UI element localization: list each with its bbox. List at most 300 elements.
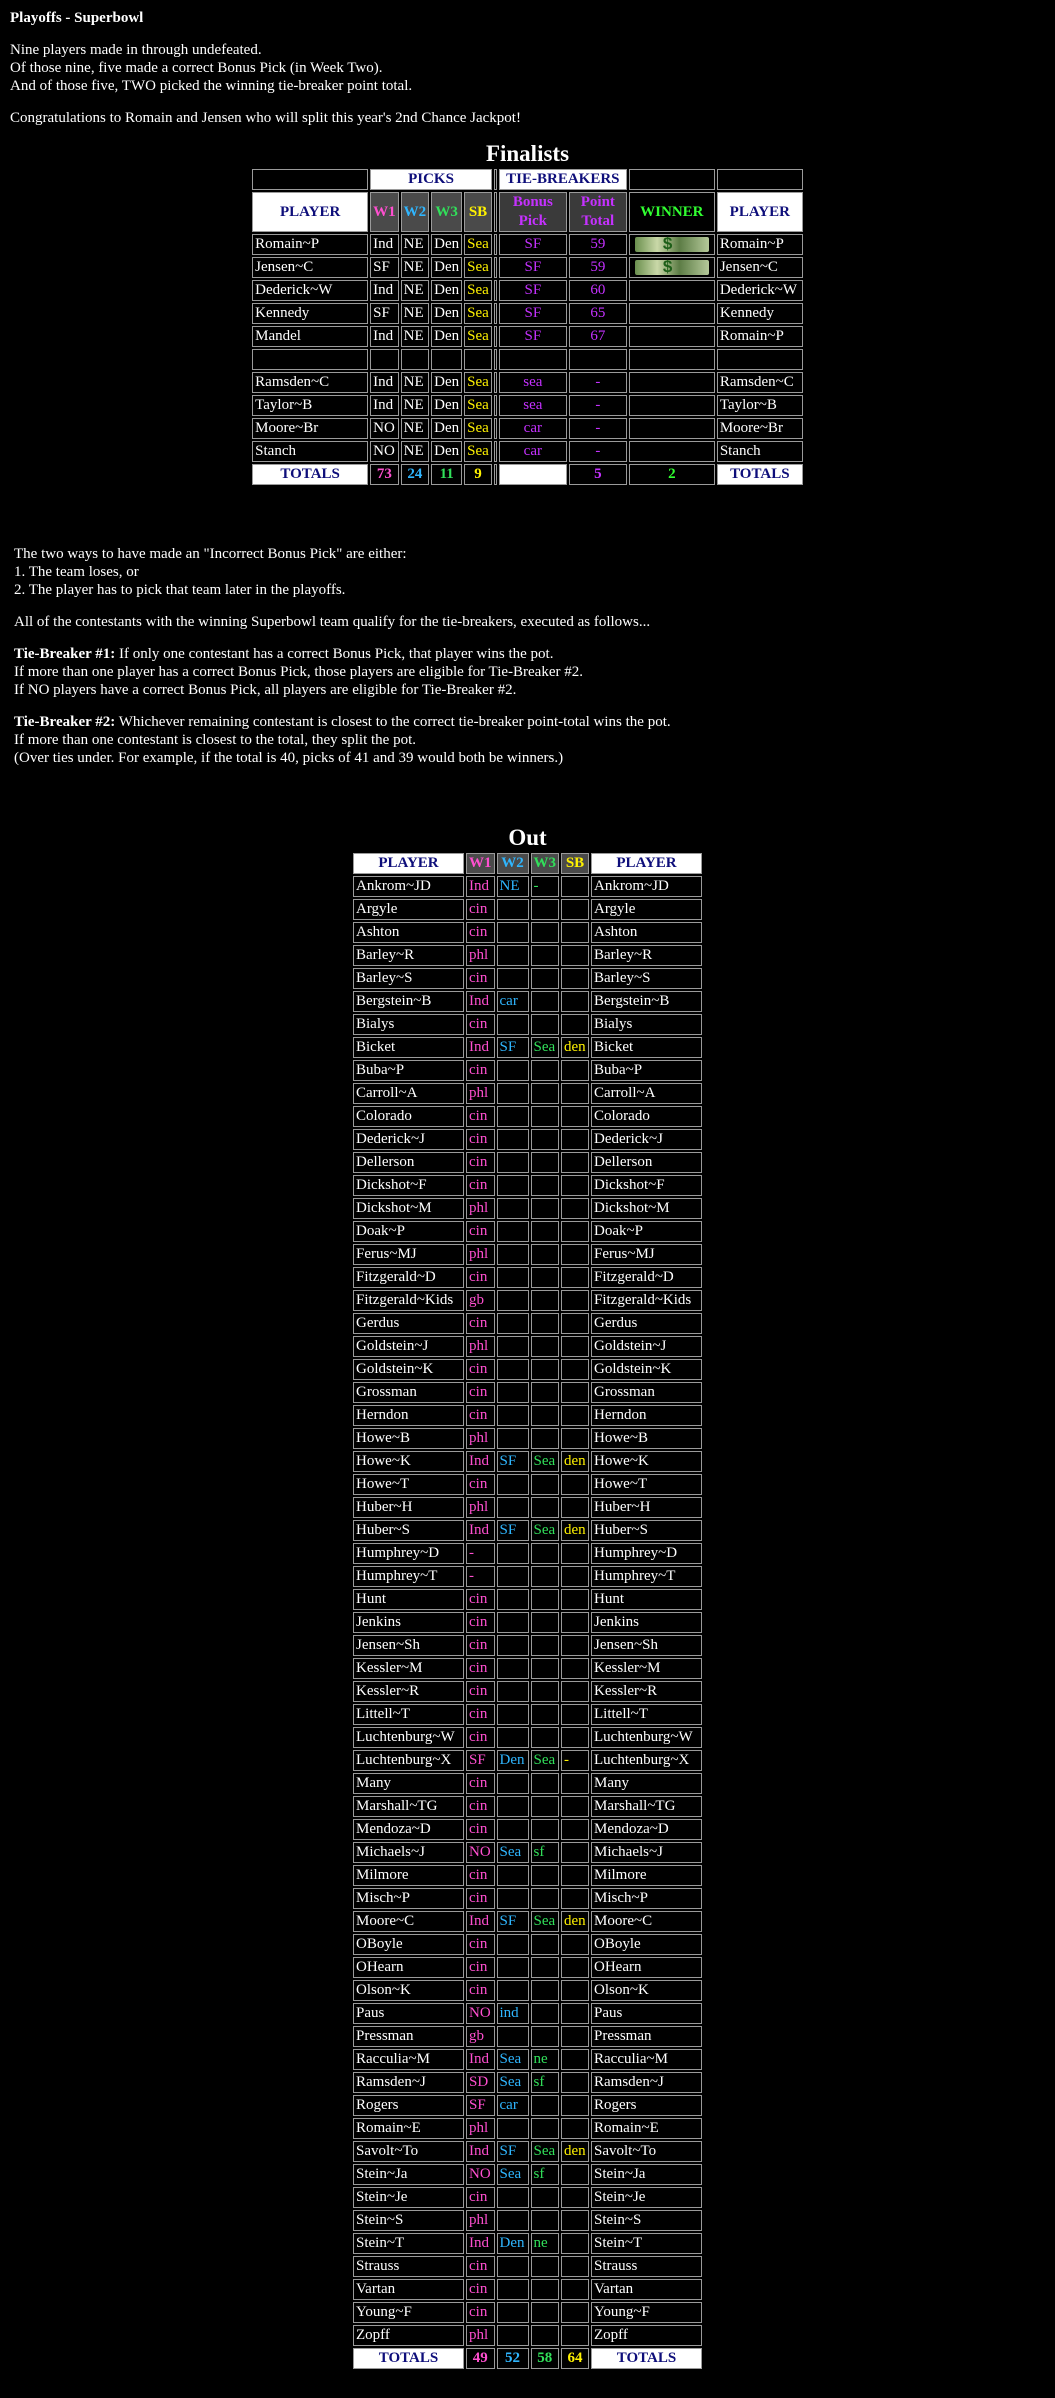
w3-pick-cell — [531, 1359, 560, 1380]
w1-pick-cell: cin — [466, 1014, 495, 1035]
w2-pick-cell: NE — [401, 441, 430, 462]
out-row — [353, 1382, 702, 1403]
player-name-cell — [252, 349, 368, 370]
sb-column-header: SB — [464, 192, 492, 232]
finalist-row — [252, 349, 803, 370]
player-name-cell-2 — [717, 349, 803, 370]
separator-cell — [494, 372, 497, 393]
separator-cell — [494, 192, 497, 232]
player-name-cell-2: Grossman — [591, 1382, 702, 1403]
w2-total: 52 — [497, 2348, 529, 2369]
out-row — [353, 1428, 702, 1449]
finalists-table — [250, 167, 805, 487]
w3-pick-cell — [531, 2279, 560, 2300]
w3-column-header: W3 — [431, 192, 462, 232]
w2-pick-cell — [497, 2210, 529, 2231]
sb-pick-cell: den — [561, 1911, 589, 1932]
w1-pick-cell: cin — [466, 1796, 495, 1817]
player-name-cell: Humphrey~D — [353, 1543, 464, 1564]
out-row — [353, 2210, 702, 2231]
out-row — [353, 1359, 702, 1380]
sb-pick-cell: Sea — [464, 280, 492, 301]
sb-pick-cell — [561, 1796, 589, 1817]
out-row — [353, 1014, 702, 1035]
out-row — [353, 922, 702, 943]
player-name-cell-2: Moore~Br — [717, 418, 803, 439]
player-name-cell: Kennedy — [252, 303, 368, 324]
point-total-column-header: Point Total — [569, 192, 627, 232]
w3-pick-cell: Den — [431, 326, 462, 347]
bonus-pick-cell: SF — [499, 326, 567, 347]
sb-pick-cell: Sea — [464, 395, 492, 416]
winner-cell — [629, 349, 715, 370]
player-name-cell: Buba~P — [353, 1060, 464, 1081]
w2-pick-cell — [497, 2279, 529, 2300]
totals-label-2: TOTALS — [591, 2348, 702, 2369]
w1-pick-cell: SD — [466, 2072, 495, 2093]
sb-pick-cell — [561, 2164, 589, 2185]
w2-pick-cell: NE — [497, 876, 529, 897]
sb-pick-cell — [561, 1060, 589, 1081]
out-row — [353, 1543, 702, 1564]
player-name-cell: Zopff — [353, 2325, 464, 2346]
w3-pick-cell: Den — [431, 372, 462, 393]
player-name-cell-2: Luchtenburg~X — [591, 1750, 702, 1771]
player-name-cell-2: OBoyle — [591, 1934, 702, 1955]
point-total-cell: 59 — [569, 257, 627, 278]
w1-pick-cell: phl — [466, 1083, 495, 1104]
w1-pick-cell: cin — [466, 1980, 495, 2001]
w3-pick-cell — [531, 1428, 560, 1449]
sb-pick-cell: Sea — [464, 234, 492, 255]
player-name-cell-2: Stein~S — [591, 2210, 702, 2231]
w1-pick-cell: cin — [466, 1129, 495, 1150]
w3-pick-cell — [431, 349, 462, 370]
player-name-cell-2: Romain~P — [717, 234, 803, 255]
winner-cell — [629, 326, 715, 347]
out-row — [353, 1267, 702, 1288]
w1-pick-cell: Ind — [466, 1451, 495, 1472]
empty-header-cell — [629, 169, 715, 190]
out-row — [353, 1934, 702, 1955]
separator-cell — [494, 280, 497, 301]
sb-pick-cell — [561, 1704, 589, 1725]
w3-total: 11 — [431, 464, 462, 485]
out-row — [353, 1152, 702, 1173]
player-name-cell: Racculia~M — [353, 2049, 464, 2070]
out-row — [353, 2187, 702, 2208]
player-name-cell-2: Pressman — [591, 2026, 702, 2047]
w2-pick-cell — [497, 945, 529, 966]
w2-pick-cell: Sea — [497, 2164, 529, 2185]
player-name-cell-2: Taylor~B — [717, 395, 803, 416]
w2-pick-cell — [497, 1727, 529, 1748]
sb-pick-cell: den — [561, 1451, 589, 1472]
w1-pick-cell: phl — [466, 945, 495, 966]
player-name-cell-2: Ankrom~JD — [591, 876, 702, 897]
sb-pick-cell — [561, 1244, 589, 1265]
w2-pick-cell — [497, 2256, 529, 2277]
w3-pick-cell — [531, 1129, 560, 1150]
separator-cell — [494, 418, 497, 439]
w3-pick-cell: sf — [531, 1842, 560, 1863]
out-totals-row — [353, 2348, 702, 2369]
w2-pick-cell — [497, 1336, 529, 1357]
winner-column-header: WINNER — [629, 192, 715, 232]
winner-cell — [629, 280, 715, 301]
w3-pick-cell — [531, 1796, 560, 1817]
finalist-row — [252, 395, 803, 416]
player-name-cell: Howe~T — [353, 1474, 464, 1495]
player-name-cell-2: Bialys — [591, 1014, 702, 1035]
rules-line: If more than one player has a correct Bonus Pick, those players are eligible for Tie-Breaker #2. — [14, 664, 583, 680]
player-name-cell-2: Colorado — [591, 1106, 702, 1127]
player-name-cell: OBoyle — [353, 1934, 464, 1955]
w1-pick-cell: phl — [466, 1497, 495, 1518]
w1-pick-cell: cin — [466, 1267, 495, 1288]
w1-pick-cell — [370, 349, 399, 370]
w3-pick-cell — [531, 1589, 560, 1610]
player-name-cell-2: Buba~P — [591, 1060, 702, 1081]
w2-pick-cell: car — [497, 991, 529, 1012]
w2-pick-cell — [497, 1290, 529, 1311]
w1-pick-cell: cin — [466, 1106, 495, 1127]
finalists-section — [10, 141, 1045, 487]
empty-header-cell — [717, 169, 803, 190]
w3-pick-cell: Sea — [531, 1911, 560, 1932]
w2-pick-cell — [497, 2187, 529, 2208]
separator-cell — [494, 395, 497, 416]
w2-pick-cell — [497, 1957, 529, 1978]
w3-pick-cell — [531, 922, 560, 943]
player-name-cell-2: Stanch — [717, 441, 803, 462]
player-name-cell-2: Ramsden~C — [717, 372, 803, 393]
out-title: Out — [508, 825, 547, 850]
w3-pick-cell — [531, 2256, 560, 2277]
player-name-cell: Ferus~MJ — [353, 1244, 464, 1265]
w2-pick-cell: NE — [401, 326, 430, 347]
player-name-cell: Moore~C — [353, 1911, 464, 1932]
w1-pick-cell: - — [466, 1566, 495, 1587]
finalists-title: Finalists — [485, 141, 570, 166]
w2-pick-cell — [497, 899, 529, 920]
player-name-cell-2: Goldstein~K — [591, 1359, 702, 1380]
w1-pick-cell: cin — [466, 1635, 495, 1656]
bonus-pick-cell: SF — [499, 303, 567, 324]
w1-pick-cell: Ind — [466, 1911, 495, 1932]
w3-pick-cell — [531, 1060, 560, 1081]
out-row — [353, 968, 702, 989]
sb-pick-cell — [561, 1198, 589, 1219]
rules-line: If more than one contestant is closest to the total, they split the pot. — [14, 732, 416, 748]
w2-pick-cell — [497, 1612, 529, 1633]
player-name-cell: Jenkins — [353, 1612, 464, 1633]
out-table — [351, 851, 704, 2371]
player-name-cell-2: Gerdus — [591, 1313, 702, 1334]
out-row — [353, 1129, 702, 1150]
player-name-cell: Rogers — [353, 2095, 464, 2116]
w1-total: 49 — [466, 2348, 495, 2369]
w2-pick-cell — [497, 968, 529, 989]
sb-pick-cell — [561, 1474, 589, 1495]
w3-pick-cell: Den — [431, 257, 462, 278]
w3-pick-cell — [531, 1612, 560, 1633]
sb-pick-cell — [561, 922, 589, 943]
w1-pick-cell: Ind — [466, 1520, 495, 1541]
player-name-cell: Herndon — [353, 1405, 464, 1426]
winner-cell — [629, 395, 715, 416]
out-row — [353, 1612, 702, 1633]
player-name-cell: Stanch — [252, 441, 368, 462]
player-name-cell: Kessler~M — [353, 1658, 464, 1679]
player-name-cell-2: Stein~T — [591, 2233, 702, 2254]
w2-pick-cell — [497, 2325, 529, 2346]
player-name-cell: Jensen~C — [252, 257, 368, 278]
w2-pick-cell: NE — [401, 418, 430, 439]
out-row — [353, 1037, 702, 1058]
w2-pick-cell — [497, 1681, 529, 1702]
sb-pick-cell — [561, 2003, 589, 2024]
tiebreaker-2-text: Whichever remaining contestant is closest to the correct tie-breaker point-total wins the pot. — [115, 714, 671, 730]
w1-pick-cell: Ind — [370, 395, 399, 416]
w3-pick-cell — [531, 1221, 560, 1242]
tiebreakers-group-header: TIE-BREAKERS — [499, 169, 627, 190]
w1-pick-cell: gb — [466, 1290, 495, 1311]
player-name-cell: Hunt — [353, 1589, 464, 1610]
w2-pick-cell — [497, 1152, 529, 1173]
out-row — [353, 1911, 702, 1932]
winner-cell — [629, 257, 715, 278]
bonus-pick-cell — [499, 349, 567, 370]
player-name-cell-2: Many — [591, 1773, 702, 1794]
sb-pick-cell — [561, 2095, 589, 2116]
w3-pick-cell: Sea — [531, 1037, 560, 1058]
player-name-cell: Michaels~J — [353, 1842, 464, 1863]
w1-pick-cell: Ind — [466, 2141, 495, 2162]
sb-pick-cell — [561, 2302, 589, 2323]
player-name-cell-2: Howe~K — [591, 1451, 702, 1472]
player-name-cell-2: Paus — [591, 2003, 702, 2024]
player-name-cell-2: Savolt~To — [591, 2141, 702, 2162]
out-row — [353, 1520, 702, 1541]
point-total-cell: - — [569, 372, 627, 393]
out-row — [353, 1566, 702, 1587]
player-column-header-2: PLAYER — [717, 192, 803, 232]
out-row — [353, 2233, 702, 2254]
w2-pick-cell — [497, 1796, 529, 1817]
w3-pick-cell — [531, 1014, 560, 1035]
sb-pick-cell — [561, 2325, 589, 2346]
player-name-cell-2: Luchtenburg~W — [591, 1727, 702, 1748]
w3-pick-cell — [531, 1980, 560, 2001]
finalist-row — [252, 441, 803, 462]
out-row — [353, 1497, 702, 1518]
w3-pick-cell: Sea — [531, 1451, 560, 1472]
tiebreaker-2-label: Tie-Breaker #2: — [14, 714, 116, 730]
w1-pick-cell: cin — [466, 1313, 495, 1334]
player-name-cell: Argyle — [353, 899, 464, 920]
w1-total: 73 — [370, 464, 399, 485]
player-name-cell: Mendoza~D — [353, 1819, 464, 1840]
player-name-cell: Ramsden~C — [252, 372, 368, 393]
player-name-cell: Littell~T — [353, 1704, 464, 1725]
winner-total: 2 — [629, 464, 715, 485]
sb-pick-cell — [561, 1221, 589, 1242]
player-name-cell: Moore~Br — [252, 418, 368, 439]
player-name-cell: Marshall~TG — [353, 1796, 464, 1817]
w1-pick-cell: cin — [466, 1704, 495, 1725]
out-row — [353, 1313, 702, 1334]
player-name-cell-2: Barley~S — [591, 968, 702, 989]
w2-pick-cell — [497, 1980, 529, 2001]
sb-pick-cell — [561, 1566, 589, 1587]
w1-pick-cell: cin — [466, 1175, 495, 1196]
out-row — [353, 2164, 702, 2185]
finalist-row — [252, 234, 803, 255]
sb-pick-cell — [561, 1497, 589, 1518]
winner-cell — [629, 234, 715, 255]
sb-pick-cell: den — [561, 1037, 589, 1058]
w2-pick-cell — [497, 1405, 529, 1426]
player-name-cell-2: Rogers — [591, 2095, 702, 2116]
winner-cell — [629, 418, 715, 439]
player-name-cell-2: Bergstein~B — [591, 991, 702, 1012]
sb-pick-cell: Sea — [464, 303, 492, 324]
out-row — [353, 2141, 702, 2162]
out-row — [353, 2279, 702, 2300]
w2-pick-cell — [497, 1244, 529, 1265]
out-row — [353, 2072, 702, 2093]
sb-pick-cell — [561, 945, 589, 966]
out-row — [353, 1819, 702, 1840]
w1-pick-cell: cin — [466, 1359, 495, 1380]
player-name-cell: Humphrey~T — [353, 1566, 464, 1587]
player-name-cell: Ankrom~JD — [353, 876, 464, 897]
out-row — [353, 1290, 702, 1311]
sb-pick-cell — [561, 1543, 589, 1564]
w2-pick-cell — [497, 1060, 529, 1081]
w2-pick-cell: Sea — [497, 1842, 529, 1863]
w2-pick-cell — [497, 1221, 529, 1242]
w2-pick-cell: NE — [401, 257, 430, 278]
w1-pick-cell: cin — [466, 1681, 495, 1702]
intro-paragraph — [10, 41, 1045, 95]
w1-pick-cell: NO — [466, 2003, 495, 2024]
finalist-row — [252, 280, 803, 301]
w3-pick-cell — [531, 1313, 560, 1334]
w1-column-header: W1 — [466, 853, 495, 874]
w2-pick-cell: NE — [401, 280, 430, 301]
player-name-cell-2: Michaels~J — [591, 1842, 702, 1863]
w3-pick-cell — [531, 2095, 560, 2116]
out-row — [353, 1589, 702, 1610]
player-name-cell-2: Humphrey~D — [591, 1543, 702, 1564]
intro-line: Nine players made in through undefeated. — [10, 42, 262, 58]
w1-pick-cell: cin — [466, 2302, 495, 2323]
player-name-cell: OHearn — [353, 1957, 464, 1978]
w2-pick-cell — [497, 2118, 529, 2139]
sb-pick-cell — [561, 1428, 589, 1449]
player-name-cell-2: Fitzgerald~D — [591, 1267, 702, 1288]
w3-pick-cell — [531, 1888, 560, 1909]
player-name-cell-2: Dickshot~M — [591, 1198, 702, 1219]
w2-pick-cell: SF — [497, 1451, 529, 1472]
bonus-total — [499, 464, 567, 485]
w1-pick-cell: cin — [466, 1405, 495, 1426]
sb-pick-cell: Sea — [464, 372, 492, 393]
tiebreaker-2-line — [14, 713, 1045, 731]
separator-cell — [494, 441, 497, 462]
player-name-cell-2: Dederick~J — [591, 1129, 702, 1150]
sb-column-header: SB — [561, 853, 589, 874]
w1-pick-cell: cin — [466, 2256, 495, 2277]
player-name-cell: Dickshot~M — [353, 1198, 464, 1219]
w1-pick-cell: cin — [466, 899, 495, 920]
w3-pick-cell: Sea — [531, 1520, 560, 1541]
finalists-header-row — [252, 192, 803, 232]
w1-pick-cell: cin — [466, 2279, 495, 2300]
w3-pick-cell — [531, 1290, 560, 1311]
w2-pick-cell — [497, 2026, 529, 2047]
player-name-cell-2: Goldstein~J — [591, 1336, 702, 1357]
w2-pick-cell — [497, 1106, 529, 1127]
bonus-pick-cell: SF — [499, 280, 567, 301]
w3-pick-cell — [531, 1566, 560, 1587]
winner-cell — [629, 441, 715, 462]
player-name-cell: Young~F — [353, 2302, 464, 2323]
sb-pick-cell: Sea — [464, 326, 492, 347]
out-row — [353, 1865, 702, 1886]
w1-pick-cell: NO — [370, 441, 399, 462]
sb-pick-cell — [561, 1934, 589, 1955]
w1-pick-cell: NO — [370, 418, 399, 439]
w2-pick-cell — [497, 1635, 529, 1656]
player-name-cell: Dederick~J — [353, 1129, 464, 1150]
w3-column-header: W3 — [531, 853, 560, 874]
sb-pick-cell: den — [561, 1520, 589, 1541]
w1-pick-cell: gb — [466, 2026, 495, 2047]
w3-pick-cell — [531, 991, 560, 1012]
player-name-cell-2: Ashton — [591, 922, 702, 943]
player-name-cell-2: Ramsden~J — [591, 2072, 702, 2093]
sb-pick-cell — [561, 2256, 589, 2277]
player-name-cell: Mandel — [252, 326, 368, 347]
out-row — [353, 2302, 702, 2323]
sb-pick-cell — [561, 991, 589, 1012]
out-row — [353, 2256, 702, 2277]
player-name-cell: Stein~Je — [353, 2187, 464, 2208]
sb-pick-cell: Sea — [464, 257, 492, 278]
w1-pick-cell: cin — [466, 1957, 495, 1978]
sb-pick-cell — [561, 1083, 589, 1104]
w1-pick-cell: Ind — [370, 234, 399, 255]
rules-line: 2. The player has to pick that team later in the playoffs. — [14, 582, 346, 598]
page-title: Playoffs - Superbowl — [10, 10, 144, 26]
out-row — [353, 1221, 702, 1242]
w1-pick-cell: cin — [466, 2187, 495, 2208]
finalist-row — [252, 372, 803, 393]
w2-pick-cell — [497, 1359, 529, 1380]
w3-pick-cell — [531, 1267, 560, 1288]
player-name-cell-2: Mendoza~D — [591, 1819, 702, 1840]
sb-pick-cell — [464, 349, 492, 370]
w2-pick-cell: car — [497, 2095, 529, 2116]
totals-label-2: TOTALS — [717, 464, 803, 485]
player-name-cell: Bergstein~B — [353, 991, 464, 1012]
player-name-cell-2: Dederick~W — [717, 280, 803, 301]
player-name-cell-2: Argyle — [591, 899, 702, 920]
player-name-cell: Stein~S — [353, 2210, 464, 2231]
